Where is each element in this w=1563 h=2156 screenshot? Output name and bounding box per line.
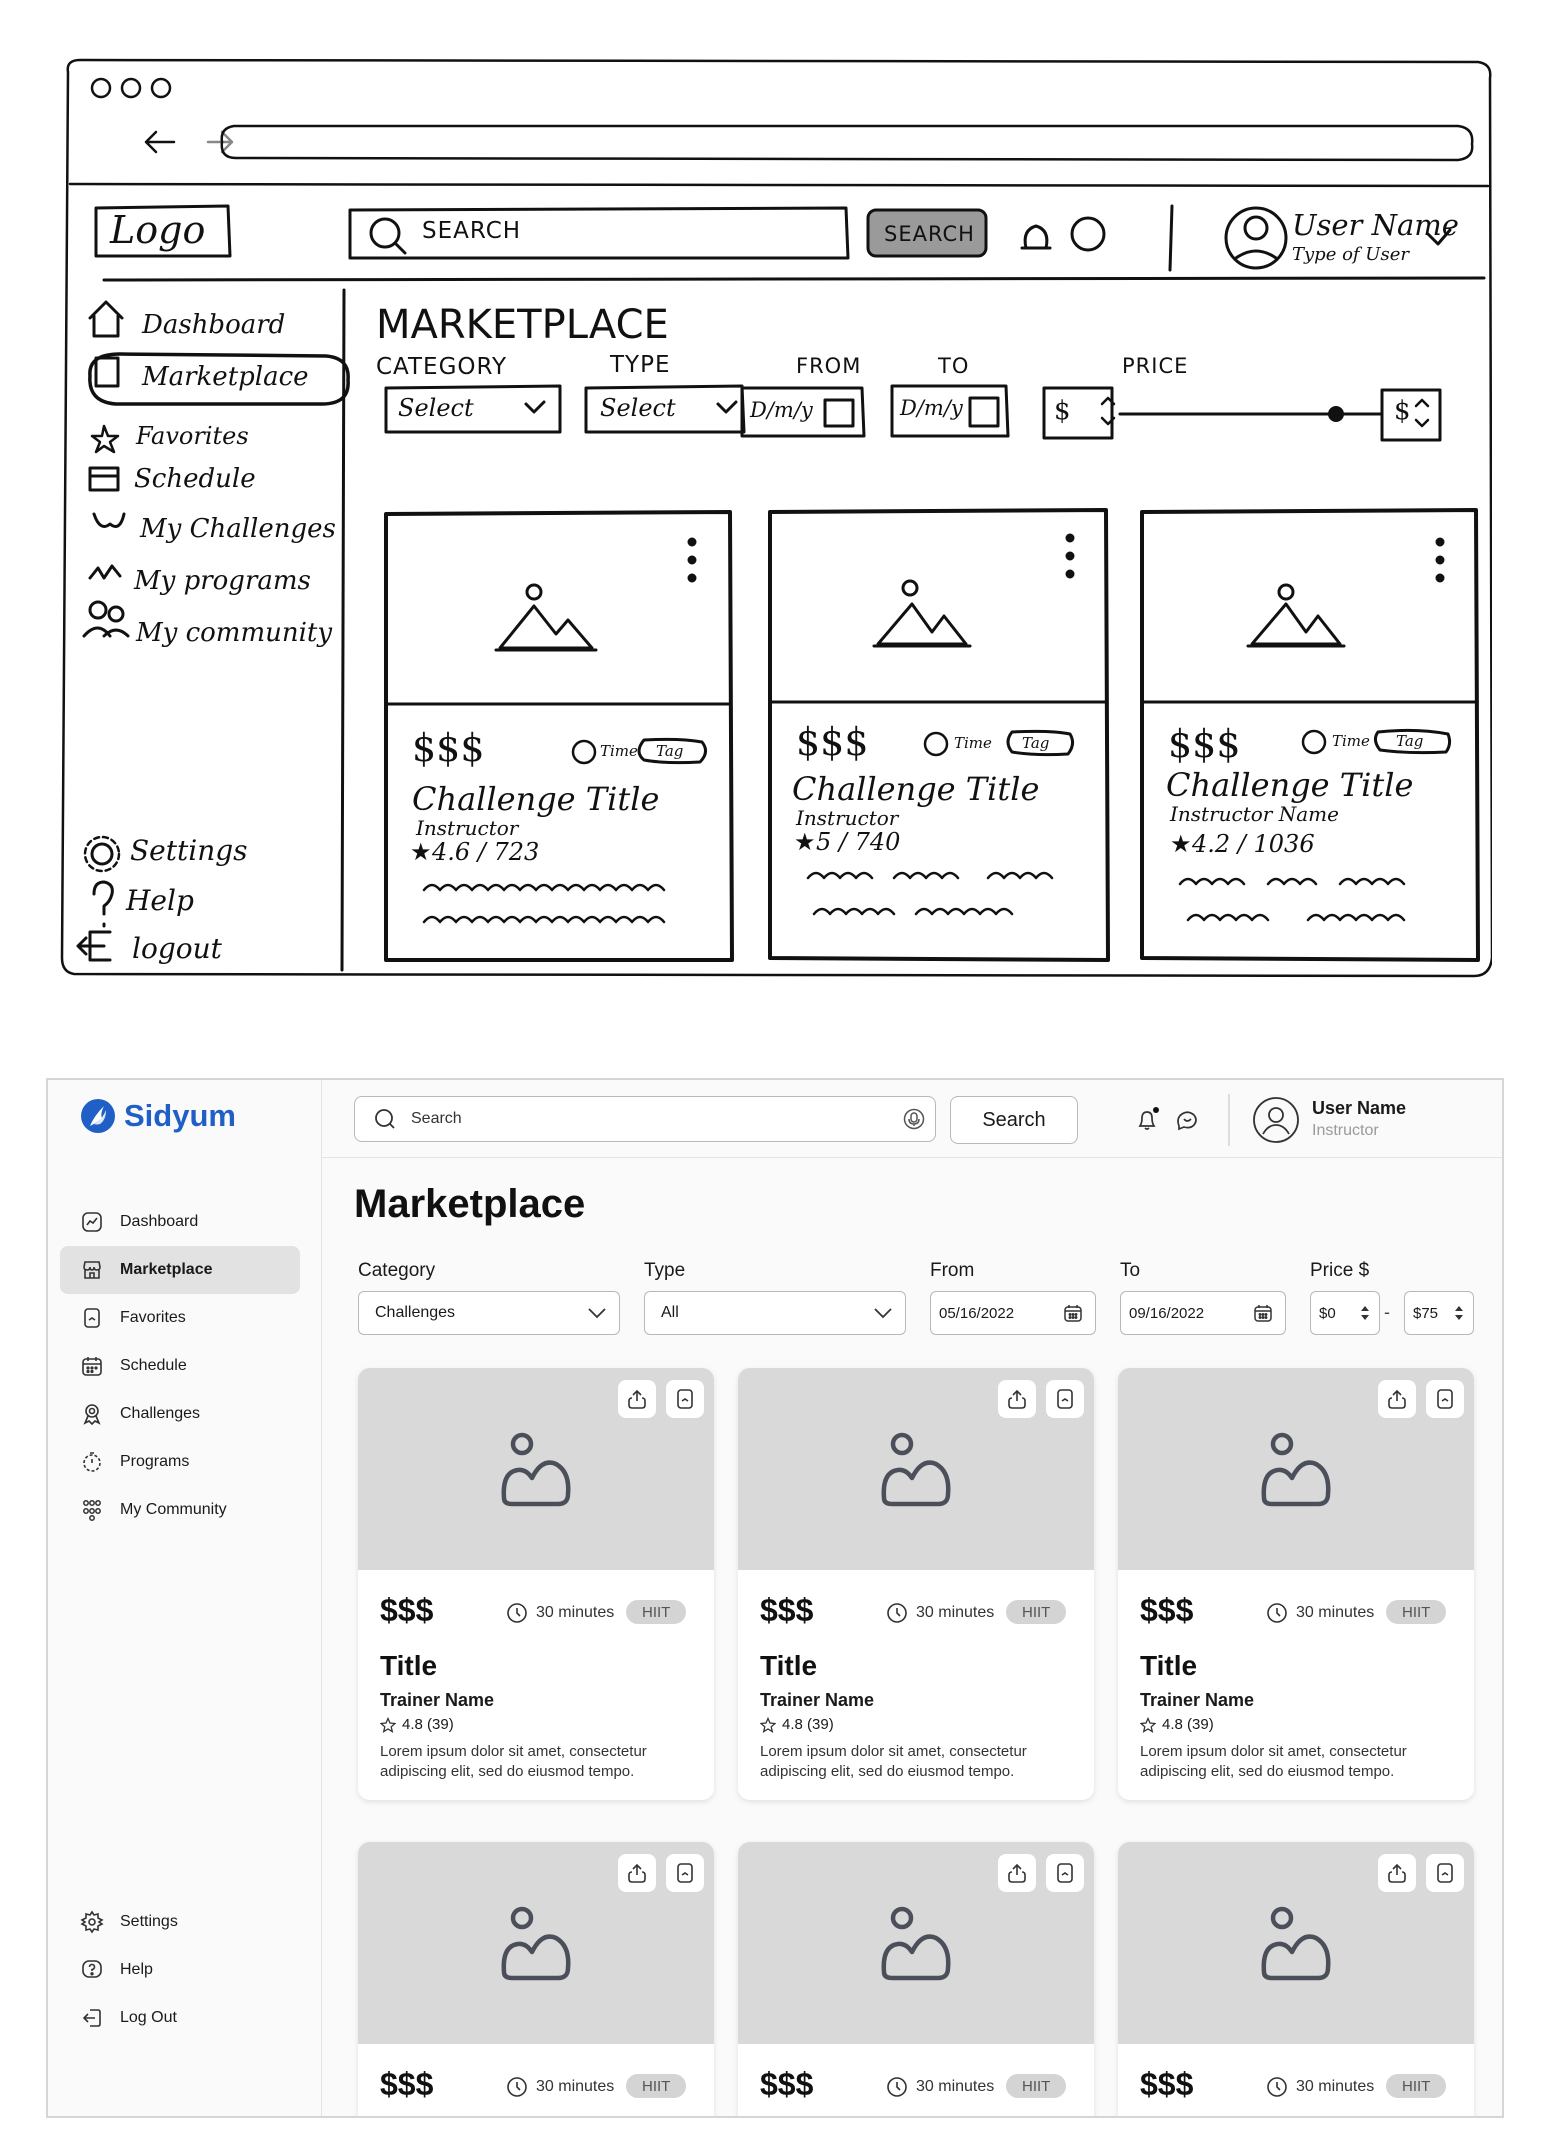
sketch-nav-item: Favorites xyxy=(136,422,249,450)
avatar-icon[interactable] xyxy=(1252,1096,1300,1144)
share-button[interactable] xyxy=(1378,1854,1416,1892)
sketch-card-tag: Tag xyxy=(1022,734,1050,752)
sketch-search-button: SEARCH xyxy=(884,222,975,246)
share-button[interactable] xyxy=(998,1380,1036,1418)
save-button[interactable] xyxy=(1426,1380,1464,1418)
from-date-value: 05/16/2022 xyxy=(939,1304,1015,1322)
clock-icon xyxy=(1266,1602,1288,1624)
sidebar-item-dashboard[interactable] xyxy=(60,1198,300,1246)
brand-logo[interactable] xyxy=(80,1098,236,1134)
bookmark-icon xyxy=(80,1306,104,1330)
card-duration-text: 30 minutes xyxy=(536,1604,615,1621)
store-icon xyxy=(80,1258,104,1282)
from-date-input[interactable] xyxy=(930,1291,1096,1335)
sidebar-item-marketplace[interactable] xyxy=(60,1246,300,1294)
sidebar-item-programs[interactable] xyxy=(60,1438,300,1486)
card-body xyxy=(738,2044,1094,2118)
sketch-filter-value: Select xyxy=(398,394,474,422)
sketch-nav-item: Help xyxy=(126,884,194,917)
card-price: $$$ xyxy=(760,2066,814,2102)
sketch-logo: Logo xyxy=(110,208,206,252)
card-rating-text: 4.8 (39) xyxy=(782,1716,834,1733)
clock-icon xyxy=(1266,2076,1288,2098)
star-icon xyxy=(760,1717,776,1733)
image-placeholder-icon xyxy=(1260,1432,1332,1508)
chevron-down-icon xyxy=(587,1307,607,1319)
card-image-placeholder xyxy=(738,1842,1094,2044)
sidebar-item-label: My Community xyxy=(120,1501,227,1518)
sidebar-item-log-out[interactable] xyxy=(60,1994,300,2042)
gear-icon xyxy=(80,1910,104,1934)
sketch-card-instructor: Instructor xyxy=(416,816,519,840)
sketch-nav-item: Settings xyxy=(130,834,248,867)
card-body xyxy=(738,1570,1094,1800)
sidebar-item-help[interactable] xyxy=(60,1946,300,1994)
card-body xyxy=(1118,1570,1474,1800)
card-image-placeholder xyxy=(358,1842,714,2044)
share-icon xyxy=(1386,1862,1408,1884)
card-image-placeholder xyxy=(358,1368,714,1570)
sketch-card-price: $$$ xyxy=(412,726,485,770)
card-tag: HIIT xyxy=(626,2074,686,2098)
share-button[interactable] xyxy=(998,1854,1036,1892)
card-trainer: Trainer Name xyxy=(760,1690,875,1710)
user-role: Instructor xyxy=(1312,1122,1379,1139)
bookmark-icon xyxy=(1054,1388,1076,1410)
card-image-placeholder xyxy=(1118,1842,1474,2044)
sketch-filter-label: CATEGORY xyxy=(376,354,508,380)
sketch-title: MARKETPLACE xyxy=(376,302,669,348)
share-button[interactable] xyxy=(618,1854,656,1892)
sketch-card-rating: 5 / 740 xyxy=(816,828,901,856)
sketch-filter-value: $ xyxy=(1394,396,1411,426)
card-tag: HIIT xyxy=(1006,2074,1066,2098)
sketch-user-type: Type of User xyxy=(1292,244,1409,265)
sketch-filter-value: Select xyxy=(600,394,676,422)
type-label: Type xyxy=(644,1260,686,1281)
sidebar-item-label: Marketplace xyxy=(120,1261,213,1278)
sketch-star-icon: ★ xyxy=(1170,830,1192,858)
share-icon xyxy=(1386,1388,1408,1410)
chevron-down-icon[interactable] xyxy=(1502,1110,1504,1124)
sketch-card-rating: 4.2 / 1036 xyxy=(1192,830,1315,858)
clock-icon xyxy=(886,1602,908,1624)
clock-icon xyxy=(506,2076,528,2098)
bookmark-icon xyxy=(1054,1862,1076,1884)
community-icon xyxy=(80,1498,104,1522)
card-price: $$$ xyxy=(380,2066,434,2102)
sketch-card-time: Time xyxy=(1332,732,1370,750)
challenge-card[interactable] xyxy=(1118,1842,1474,2118)
sketch-nav-item: My community xyxy=(136,618,333,648)
bookmark-icon xyxy=(674,1862,696,1884)
sketch-card-title: Challenge Title xyxy=(1166,766,1414,804)
page-title: Marketplace xyxy=(354,1182,586,1226)
price-max-value: $75 xyxy=(1413,1304,1439,1322)
sketch-filter-label: TO xyxy=(938,354,970,378)
sketch-card-title: Challenge Title xyxy=(412,780,660,818)
challenge-card[interactable] xyxy=(358,1842,714,2118)
share-icon xyxy=(1006,1388,1028,1410)
bookmark-icon xyxy=(1434,1388,1456,1410)
stepper-arrows-icon[interactable] xyxy=(1453,1303,1465,1323)
top-bar xyxy=(322,1080,1502,1158)
card-price: $$$ xyxy=(1140,2066,1194,2102)
card-trainer: Trainer Name xyxy=(380,1690,495,1710)
sketch-card-tag: Tag xyxy=(656,742,684,760)
card-duration xyxy=(506,1602,614,1624)
sketch-card-instructor: Instructor Name xyxy=(1170,802,1339,826)
challenge-card[interactable] xyxy=(738,1368,1094,1800)
price-label: Price $ xyxy=(1310,1260,1370,1281)
image-placeholder-icon xyxy=(1260,1906,1332,1982)
card-duration-text: 30 minutes xyxy=(1296,2078,1375,2095)
price-min-value: $0 xyxy=(1319,1304,1336,1322)
save-button[interactable] xyxy=(1046,1854,1084,1892)
sidebar-item-challenges[interactable] xyxy=(60,1390,300,1438)
sketch-card-price: $$$ xyxy=(796,720,869,764)
sketch-user-name: User Name xyxy=(1292,208,1459,242)
price-separator: - xyxy=(1384,1302,1390,1322)
to-label: To xyxy=(1120,1260,1141,1281)
share-icon xyxy=(1006,1862,1028,1884)
share-button[interactable] xyxy=(1378,1380,1416,1418)
sketch-card-instructor: Instructor xyxy=(796,806,899,830)
card-title: Title xyxy=(1140,1650,1198,1681)
card-body xyxy=(358,1570,714,1800)
user-name[interactable]: User Name xyxy=(1312,1098,1407,1118)
sketch-wireframe xyxy=(60,58,1492,980)
card-body xyxy=(1118,2044,1474,2118)
card-tag: HIIT xyxy=(1386,2074,1446,2098)
challenge-card[interactable] xyxy=(358,1368,714,1800)
sidebar-item-label: Help xyxy=(120,1961,153,1978)
card-description: Lorem ipsum dolor sit amet, consectetur adipiscing elit, sed do eiusmod tempo. xyxy=(380,1743,647,1780)
share-icon xyxy=(626,1862,648,1884)
sidebar-item-label: Programs xyxy=(120,1453,190,1470)
card-duration xyxy=(506,2076,614,2098)
clock-icon xyxy=(506,1602,528,1624)
app-window xyxy=(46,1078,1504,2118)
card-rating xyxy=(1140,1716,1214,1733)
challenge-card[interactable] xyxy=(1118,1368,1474,1800)
chevron-down-icon xyxy=(873,1307,893,1319)
share-button[interactable] xyxy=(618,1380,656,1418)
card-duration-text: 30 minutes xyxy=(916,2078,995,2095)
sidebar-item-settings[interactable] xyxy=(60,1898,300,1946)
image-placeholder-icon xyxy=(880,1432,952,1508)
search-button[interactable]: Search xyxy=(950,1096,1078,1144)
price-min-stepper[interactable] xyxy=(1310,1291,1380,1335)
card-duration-text: 30 minutes xyxy=(536,2078,615,2095)
sketch-nav-item: logout xyxy=(132,932,222,965)
sketch-nav-item: Marketplace xyxy=(142,362,309,392)
star-icon xyxy=(1140,1717,1156,1733)
sidebar-item-label: Log Out xyxy=(120,2009,177,2026)
sketch-card-price: $$$ xyxy=(1168,722,1241,766)
sidebar-item-favorites[interactable] xyxy=(60,1294,300,1342)
sketch-star-icon: ★ xyxy=(794,828,816,856)
calendar-icon xyxy=(80,1354,104,1378)
sketch-search-text: SEARCH xyxy=(422,218,522,244)
card-description: Lorem ipsum dolor sit amet, consectetur adipiscing elit, sed do eiusmod tempo. xyxy=(760,1743,1027,1780)
category-value: Challenges xyxy=(375,1304,456,1321)
sketch-nav-item: Dashboard xyxy=(142,310,286,340)
card-duration xyxy=(1266,2076,1374,2098)
sketch-card-rating: 4.6 / 723 xyxy=(432,838,540,866)
sketch-filter-value: D/m/y xyxy=(750,398,813,422)
help-icon xyxy=(80,1958,104,1982)
from-label: From xyxy=(930,1260,975,1281)
sketch-filter-label: PRICE xyxy=(1122,354,1189,378)
chat-icon[interactable] xyxy=(1174,1108,1200,1134)
challenge-card[interactable] xyxy=(738,1842,1094,2118)
card-tag: HIIT xyxy=(1006,1600,1066,1624)
sketch-card-time: Time xyxy=(954,734,992,752)
sketch-card-time: Time xyxy=(600,742,638,760)
price-max-stepper[interactable] xyxy=(1404,1291,1474,1335)
sketch-filter-value: D/m/y xyxy=(900,396,963,420)
card-price: $$$ xyxy=(380,1592,434,1628)
medal-icon xyxy=(80,1402,104,1426)
bookmark-icon xyxy=(1434,1862,1456,1884)
logout-icon xyxy=(80,2006,104,2030)
share-icon xyxy=(626,1388,648,1410)
card-title: Title xyxy=(760,1650,818,1681)
save-button[interactable] xyxy=(1426,1854,1464,1892)
search-icon xyxy=(373,1107,397,1131)
image-placeholder-icon xyxy=(500,1906,572,1982)
search-input[interactable] xyxy=(411,1110,871,1128)
sketch-filter-label: TYPE xyxy=(610,352,671,378)
sidyum-logo-icon xyxy=(80,1098,116,1134)
card-duration-text: 30 minutes xyxy=(916,1604,995,1621)
voice-search-icon[interactable] xyxy=(903,1108,925,1130)
card-duration xyxy=(886,1602,994,1624)
card-rating xyxy=(760,1716,834,1733)
calendar-icon[interactable] xyxy=(1063,1303,1083,1323)
search-field[interactable] xyxy=(354,1096,936,1142)
image-placeholder-icon xyxy=(500,1432,572,1508)
save-button[interactable] xyxy=(666,1854,704,1892)
card-price: $$$ xyxy=(1140,1592,1194,1628)
stepper-arrows-icon[interactable] xyxy=(1359,1303,1371,1323)
category-select[interactable] xyxy=(358,1291,620,1335)
card-tag: HIIT xyxy=(626,1600,686,1624)
card-title: Title xyxy=(380,1650,438,1681)
card-duration-text: 30 minutes xyxy=(1296,1604,1375,1621)
card-image-placeholder xyxy=(738,1368,1094,1570)
card-rating-text: 4.8 (39) xyxy=(1162,1716,1214,1733)
sketch-nav-item: My programs xyxy=(134,566,311,596)
image-placeholder-icon xyxy=(880,1906,952,1982)
sidebar-item-label: Favorites xyxy=(120,1309,186,1326)
sidebar xyxy=(48,1080,322,2116)
card-duration xyxy=(886,2076,994,2098)
sketch-card-tag: Tag xyxy=(1396,732,1424,750)
clock-icon xyxy=(886,2076,908,2098)
card-rating xyxy=(380,1716,454,1733)
card-tag: HIIT xyxy=(1386,1600,1446,1624)
timer-icon xyxy=(80,1450,104,1474)
type-value: All xyxy=(661,1304,679,1321)
category-label: Category xyxy=(358,1260,436,1281)
sidebar-item-label: Settings xyxy=(120,1913,178,1930)
sketch-filter-value: $ xyxy=(1054,396,1071,426)
sketch-star-icon: ★ xyxy=(410,838,432,866)
bookmark-icon xyxy=(674,1388,696,1410)
star-icon xyxy=(380,1717,396,1733)
sidebar-item-label: Challenges xyxy=(120,1405,201,1422)
sidebar-item-my-community[interactable] xyxy=(60,1486,300,1534)
brand-name: Sidyum xyxy=(124,1098,236,1133)
type-select[interactable] xyxy=(644,1291,906,1335)
header-divider xyxy=(1228,1094,1230,1146)
card-description: Lorem ipsum dolor sit amet, consectetur adipiscing elit, sed do eiusmod tempo. xyxy=(1140,1743,1407,1780)
sketch-card-title: Challenge Title xyxy=(792,770,1040,808)
sidebar-item-label: Schedule xyxy=(120,1357,187,1374)
dashboard-icon xyxy=(80,1210,104,1234)
card-rating-text: 4.8 (39) xyxy=(402,1716,454,1733)
card-trainer: Trainer Name xyxy=(1140,1690,1255,1710)
sketch-nav-item: Schedule xyxy=(134,464,256,494)
sketch-filter-label: FROM xyxy=(796,354,862,378)
card-image-placeholder xyxy=(1118,1368,1474,1570)
card-duration xyxy=(1266,1602,1374,1624)
sketch-nav-item: My Challenges xyxy=(140,514,336,544)
card-body xyxy=(358,2044,714,2118)
sidebar-item-label: Dashboard xyxy=(120,1213,199,1230)
save-button[interactable] xyxy=(666,1380,704,1418)
calendar-icon[interactable] xyxy=(1253,1303,1273,1323)
bell-icon[interactable] xyxy=(1134,1106,1162,1134)
card-price: $$$ xyxy=(760,1592,814,1628)
sidebar-item-schedule[interactable] xyxy=(60,1342,300,1390)
to-date-input[interactable] xyxy=(1120,1291,1286,1335)
to-date-value: 09/16/2022 xyxy=(1129,1304,1205,1322)
save-button[interactable] xyxy=(1046,1380,1084,1418)
